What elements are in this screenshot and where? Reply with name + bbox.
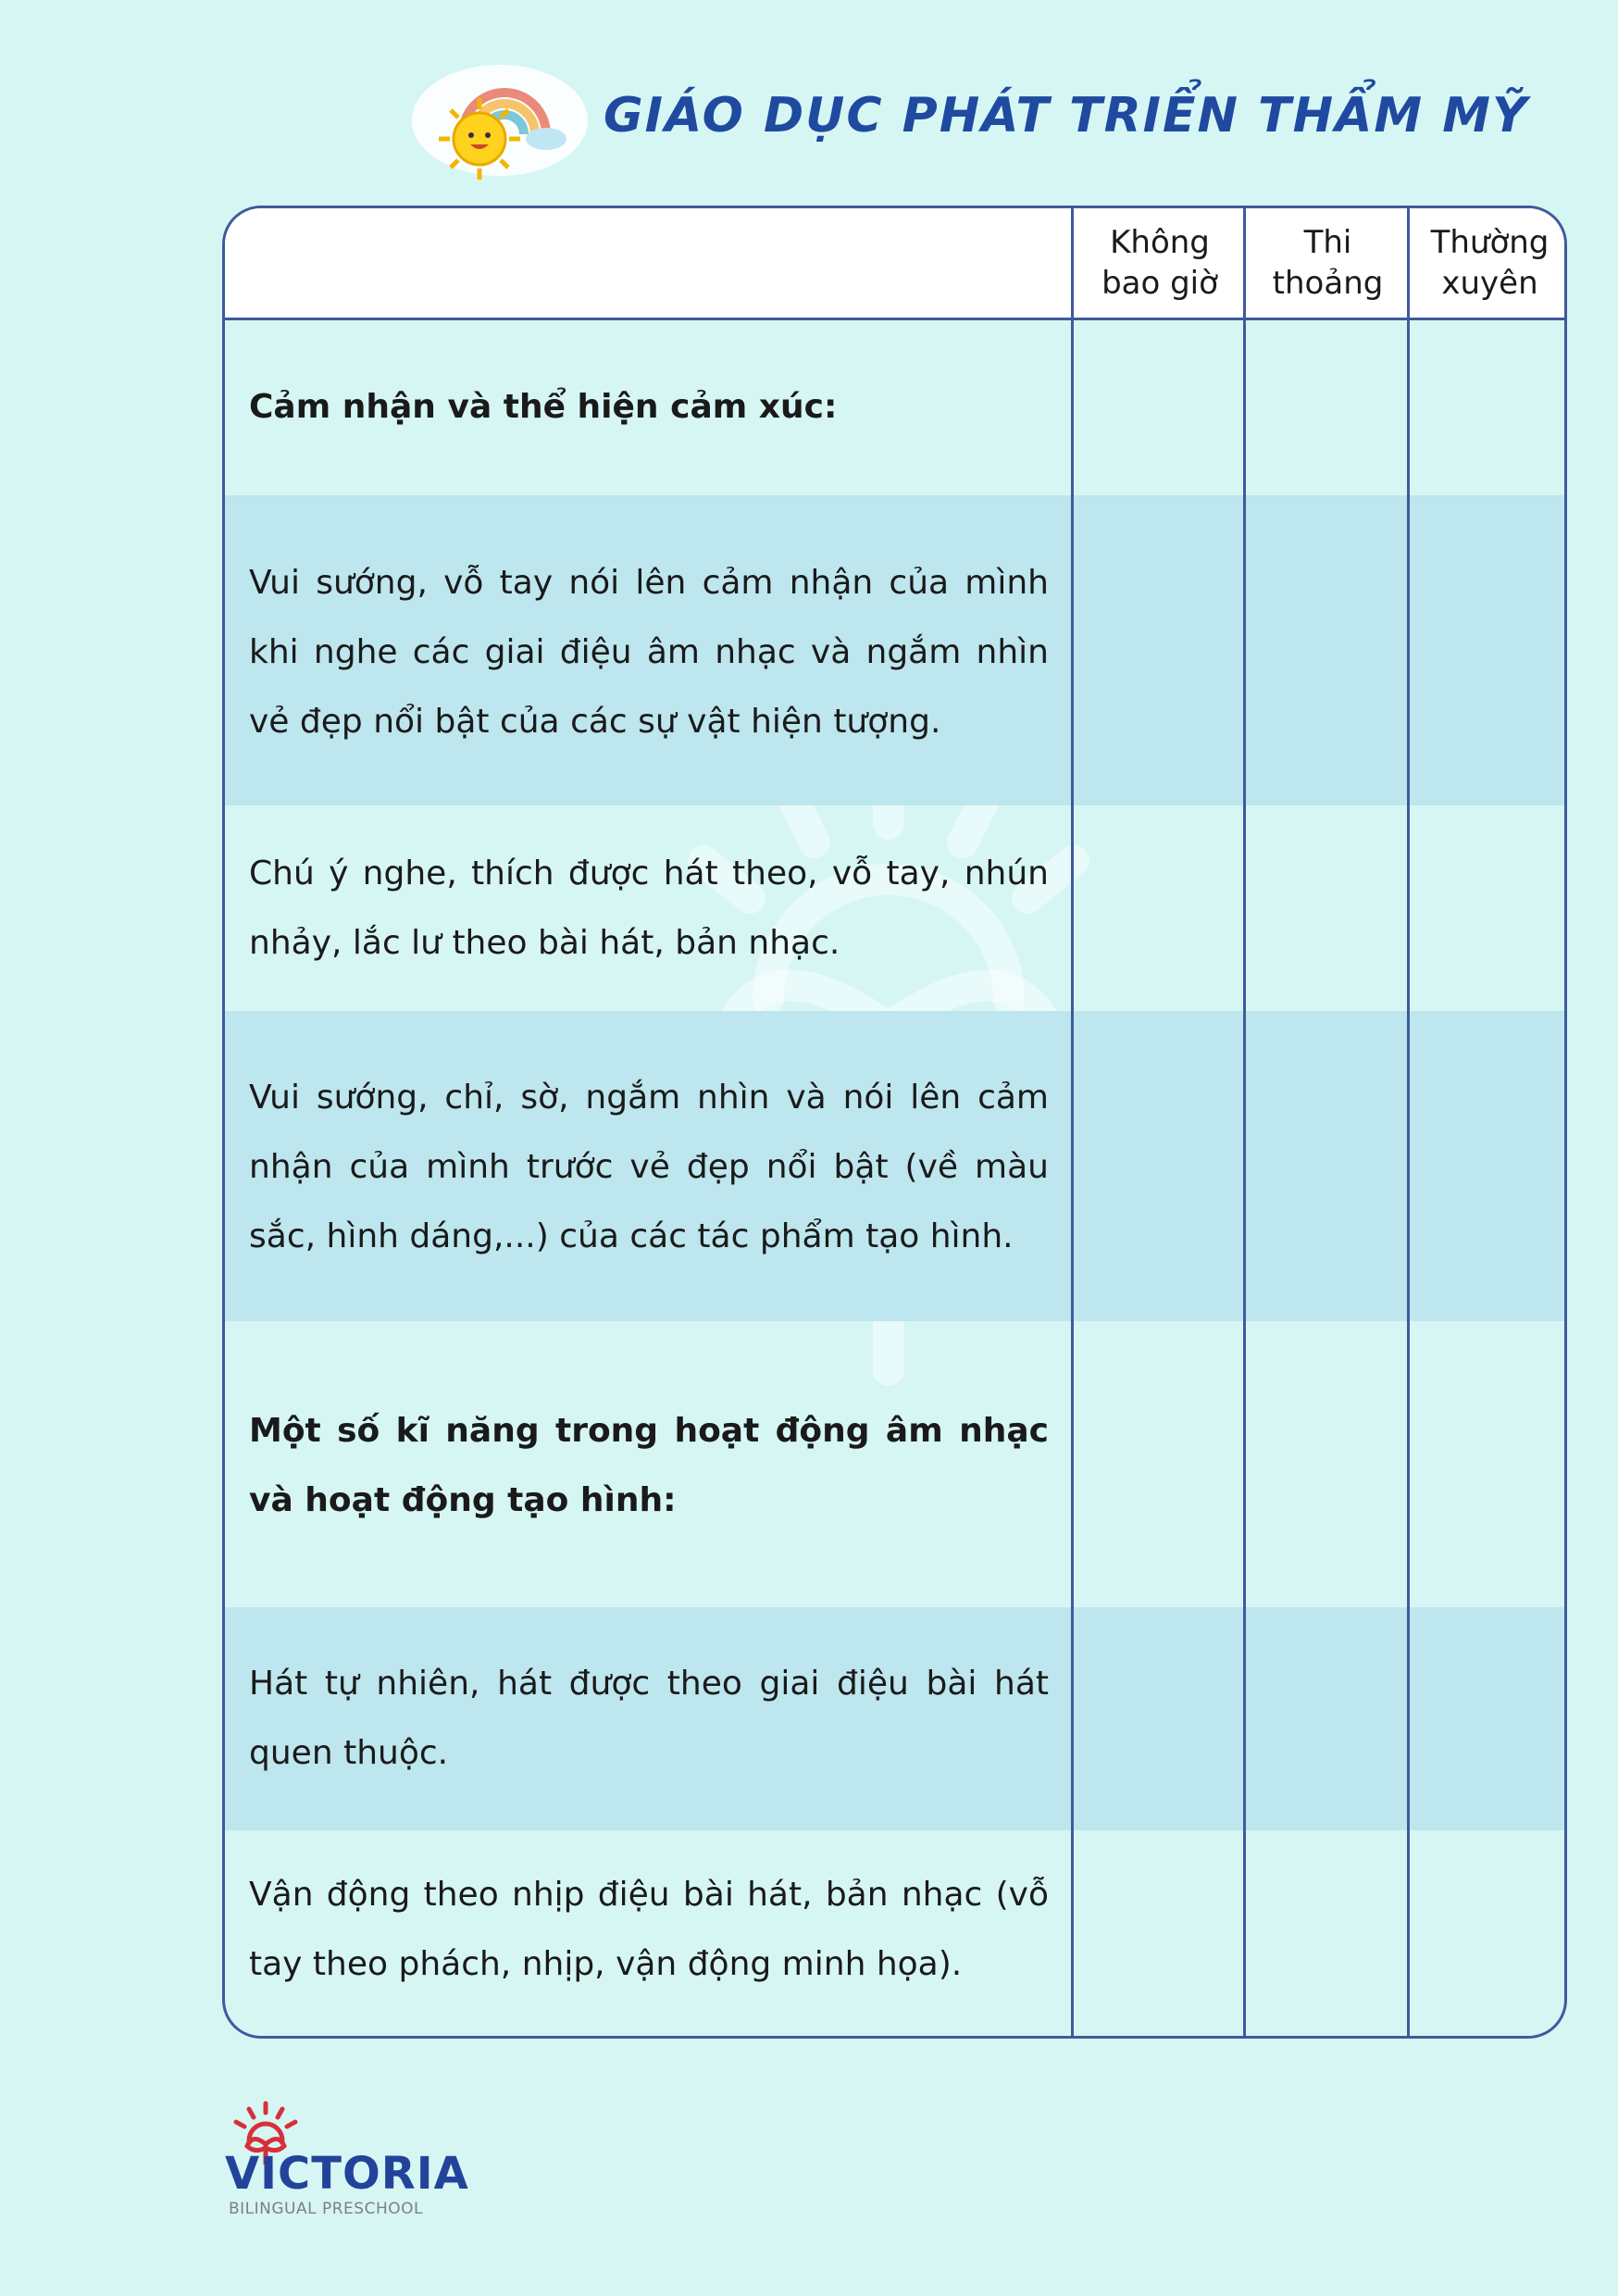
table-row [225, 495, 1564, 805]
column-header-often: Thường xuyên [1430, 224, 1550, 302]
section-heading-skills: Một số kĩ năng trong hoạt động âm nhạc và hoạt động tạo hình: [249, 1412, 1049, 1519]
section-heading-feelings: Cảm nhận và thể hiện cảm xúc: [249, 388, 838, 426]
table-row [225, 805, 1564, 1011]
table-row [225, 1607, 1564, 1830]
logo-name: VICTORIA [225, 2148, 469, 2200]
page-title: GIÁO DỤC PHÁT TRIỂN THẨM MỸ [604, 88, 1529, 144]
table-row [225, 1321, 1564, 1607]
table-row [225, 320, 1564, 495]
logo-subtitle: BILINGUAL PRESCHOOL [229, 2200, 423, 2218]
row-text: Vui sướng, vỗ tay nói lên cảm nhận của mình khi nghe các giai điệu âm nhạc và ngắm nhìn vẻ đẹp nổi bật của các sự vật hiện tượng. [249, 564, 1049, 741]
column-divider [1243, 208, 1246, 2036]
table-row [225, 1830, 1564, 2039]
row-text: Vận động theo nhịp điệu bài hát, bản nhạc (vỗ tay theo phách, nhịp, vận động minh họa). [249, 1876, 1049, 1983]
sun-rainbow-icon [407, 46, 592, 185]
column-divider [1407, 208, 1410, 2036]
column-divider [1071, 208, 1074, 2036]
table-header-row [225, 208, 1564, 320]
column-header-never: Không bao giờ [1101, 224, 1218, 302]
assessment-table [222, 206, 1567, 2039]
column-header-sometimes: Thi thoảng [1272, 224, 1384, 302]
school-logo [225, 2100, 469, 2220]
table-row [225, 1011, 1564, 1321]
row-text: Vui sướng, chỉ, sờ, ngắm nhìn và nói lên cảm nhận của mình trước vẻ đẹp nổi bật (về màu sắc, hình dáng,...) của các tác phẩm tạo hình. [249, 1079, 1049, 1255]
row-text: Chú ý nghe, thích được hát theo, vỗ tay, nhún nhảy, lắc lư theo bài hát, bản nhạc. [249, 855, 1049, 962]
row-text: Hát tự nhiên, hát được theo giai điệu bài hát quen thuộc. [249, 1665, 1049, 1772]
page-header [407, 46, 1529, 185]
